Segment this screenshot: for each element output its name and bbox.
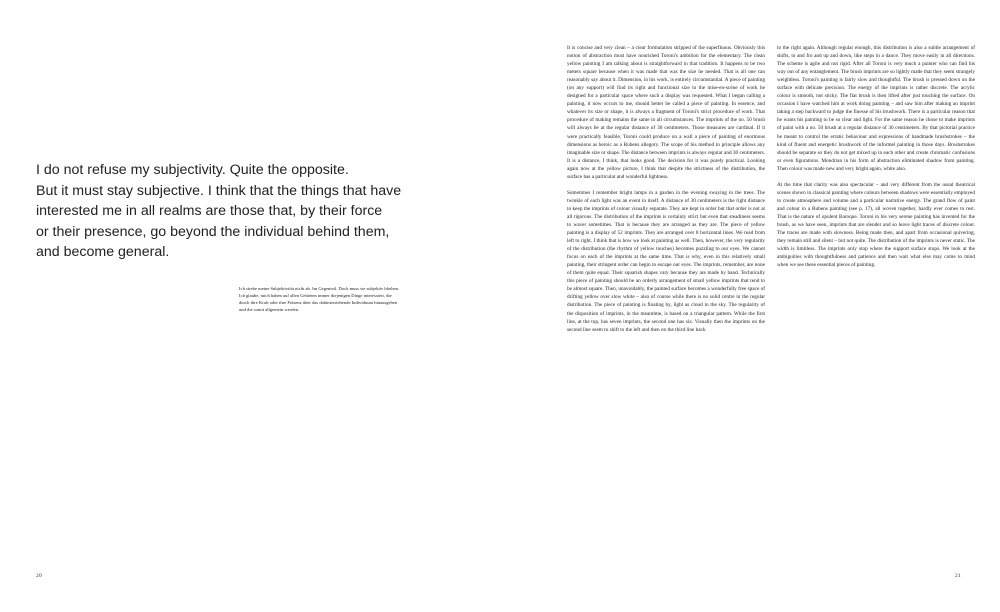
translation-line: und die somit allgemein werden.: [239, 307, 300, 312]
text-column-1: [567, 44, 765, 334]
paragraph: At the time that clarity was also spectacular – and very different from the usual theatrical scenes shown in classical painting where colours between shadows were essentially employed to create atmosphere and volume and a particular narrative energy. The grand flow of paint and colour in a Rubens painting (see p. 17), all woven together, hardly ever comes to rest. That is the nature of opulent Baroque. Toroni in his very serene painting has invented for the brush, as we have seen, imprints that are slender and so leave light traces of discrete colour. The traces are made with slowness. Being made then, and apart from occasional quivering, they remain still and silent – but not quite. The distribution of the imprints is never static. The width is limitless. The imprints only stop where the support surface stops. We look at the ambiguities with thoughtfulness and patience and then wait what else may come to mind when we see these essential pieces of painting.: [777, 181, 975, 269]
text-column-2: [777, 44, 975, 269]
quote-line: and become general.: [36, 244, 170, 260]
pull-quote: [36, 160, 466, 263]
german-translation: [239, 285, 439, 313]
translation-line: Ich glaube, mich haben auf allen Gebieten immer diejenigen Dinge interessiert, die: [239, 293, 392, 298]
quote-line: or their presence, go beyond the individual behind them,: [36, 223, 390, 240]
right-page: [500, 0, 1000, 612]
paragraph: to the right again. Although regular enough, this distribution is also a subtle arrangement of shifts, to and fro and up and down, like steps in a dance. They move easily in all directions. The scheme is agile and not rigid. After all Toroni is very much a painter who can find his way out of any entanglement. The brush imprints are so lightly made that they seem strangely weightless. Toroni's painting is fairly slow and thoughtful. The brush is pressed down on the surface with delicate precision. The energy of the imprints is rather discrete. The acrylic colour is smooth, not sticky. The flat brush is then lifted after just touching the surface. On occasion I have watched him at work doing painting – and saw him after making an imprint taking a step backward to judge the finesse of his brushwork. There is a particular reason that he wants his painting to be so clear and light. For the same reason he chose to make imprints of paint with a no. 50 brush at a regular distance of 30 centimeters. By that pictorial practice he meant to control the erratic behaviour and expressions of handmade brushstrokes – the kind of fluent and energetic brushwork of the informel painting in those days. Brushstrokes should be separate so they do not get mixed up in each other and create chromatic confusions or even figurations. Mondrian in his form of abstraction eliminated shadow from painting. Then colour was made new and very bright again, white also.: [777, 45, 975, 172]
translation-line: Ich strebe meine Subjektivität nicht ab. Im Gegenteil. Doch muss sie subjektiv bleiben.: [239, 286, 400, 291]
quote-line: But it must stay subjective. I think that the things that have: [36, 182, 402, 199]
quote-line: I do not refuse my subjectivity. Quite the opposite.: [36, 162, 349, 178]
page-number-left: 20: [36, 573, 43, 579]
page-number-right: 21: [955, 573, 962, 579]
quote-line: interested me in all realms are those that, by their force: [36, 203, 383, 219]
translation-line: durch ihre Kraft oder ihre Präsenz über das dahinterstehende Individuum hinausgehen: [239, 300, 398, 305]
paragraph: It is concise and very clean – a clear formulation stripped of the superfluous. Obviously this notion of abstraction must have nourished Toroni's ambition for the elementary. The clean yellow painting I am talking about is straightforward in that tradition. It happens to be two meters square because when it was made that was the size he needed. That is all one can reasonably say about it. Dimension, in his work, is entirely circumstantial. A piece of painting (on any support) will find its right and functional size in the mise-en-scène of work he designed for a particular space where such a display was requested. What I began calling a painting, it now occurs to me, should better be called a piece of painting. In essence, and whatever its size or shape, it is always a fragment of Toroni's strict procedure of work. That procedure of making remains the same in all circumstances. The imprints of the no. 50 brush will always be at the regular distance of 30 centimeters. Those measures are cardinal. If it were practically feasible, Toroni could produce on a wall a piece of painting of enormous dimensions as heroic as a Rubens allegory. The scope of his method in principle allows any imaginable size or shape. The distance between imprints is always regular and 30 centimeters. It is a distance, I think, that looks good. The decision for it was purely practical. Looking again now at the yellow picture, I think that despite the strictness of the distribution, the surface has a particular and wonderful lightness.: [567, 45, 765, 180]
paragraph: Sometimes I remember bright lamps in a garden in the evening swaying in the trees. The twinkle of each light was an event in itself. A distance of 30 centimeters is the right distance to keep the imprints of colour visually separate. They are kept in order but that order is not at all rigorous. The distribution of the imprints is certainly strict but even that steadiness seems to waver sometimes. That is because they are arranged as they are. The piece of yellow painting is a display of 52 imprints. They are arranged over 8 horizontal lines. We read from left to right. I think that is how we look at painting as well. Then, however, the very regularity of the distribution (the rhythm of yellow touches) becomes puzzling to our eyes. We cannot focus on each of the imprints at the same time. That is why, even in this relatively small painting, their stringent order can begin to escape our eyes. The imprints, remember, are none of them quite equal. Their squarish shapes vary because they are made by hand. Technically this piece of painting should be an orderly arrangement of small yellow imprints that tend to be almost square. Then, unavoidably, the painted surface becomes a wonderfully free space of drifting yellow over slow white – also of course while there is no solid centre in the regular distribution. The piece of painting is floating by, light as cloud in the sky. The regularity of the disposition of imprints, in the meantime, is based on a triangular pattern. While the first line, at the top, has seven imprints, the second one has six. Visually then the imprints on the second line seem to shift to the left and then on the third line back: [567, 189, 765, 333]
